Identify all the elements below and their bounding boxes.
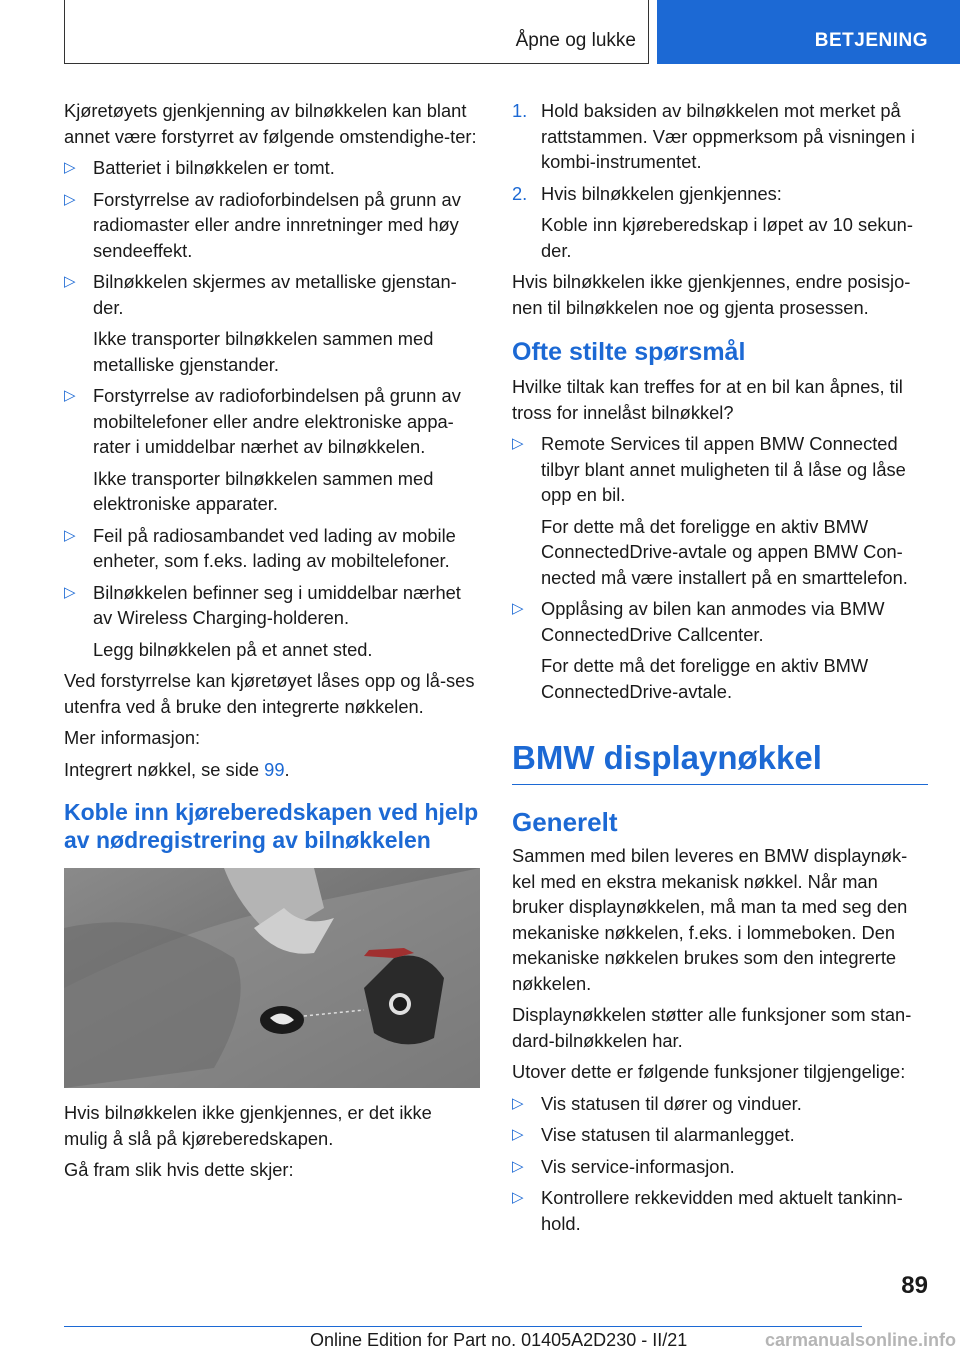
list-item-text: Feil på radiosambandet ved lading av mobile enheter, som f.eks. lading av mobiltelefoner.	[93, 524, 456, 571]
list-item-text: Vis statusen til dører og vinduer.	[541, 1092, 802, 1114]
right-column	[512, 98, 928, 1242]
list-item-note: For dette må det foreligge en aktiv BMW ConnectedDrive-avtale og appen BMW Con-nected må være installert på en smarttelefon.	[541, 515, 908, 588]
list-item-note: For dette må det foreligge en aktiv BMW ConnectedDrive-avtale.	[541, 655, 869, 702]
list-item	[512, 1122, 928, 1148]
lock-paragraph: Ved forstyrrelse kan kjøretøyet låses opp og lå-ses utenfra ved å bruke den integrerte nøkkelen.	[64, 670, 475, 717]
procedure-intro: Gå fram slik hvis dette skjer:	[64, 1159, 294, 1180]
cross-reference	[64, 757, 480, 783]
page-link[interactable]: 99	[264, 758, 285, 780]
step-number: 2.	[512, 182, 528, 204]
list-item	[512, 596, 928, 647]
subheading-general: Generelt	[512, 807, 618, 837]
list-item-text: Opplåsing av bilen kan anmodes via BMW ConnectedDrive Callcenter.	[541, 598, 885, 645]
list-item-text: Bilnøkkelen befinner seg i umiddelbar nærhet av Wireless Charging-holderen.	[93, 581, 461, 628]
left-column	[64, 98, 480, 1189]
page-number: 89	[901, 1272, 928, 1299]
general-paragraph-2: Displaynøkkelen støtter alle funksjoner som stan-dard-bilnøkkelen har.	[512, 1004, 912, 1051]
step-text: Hvis bilnøkkelen gjenkjennes:	[541, 182, 782, 204]
header-chapter-box	[64, 0, 649, 64]
not-recognized-paragraph: Hvis bilnøkkelen ikke gjenkjennes, er det ikke mulig å slå på kjøreberedskapen.	[64, 1102, 432, 1149]
list-item	[512, 1091, 928, 1117]
reference-end: .	[284, 758, 290, 780]
list-item-text: Vise statusen til alarmanlegget.	[541, 1124, 795, 1145]
list-item	[512, 431, 928, 508]
list-item-text: Kontrollere rekkevidden med aktuelt tankinn-hold.	[541, 1187, 903, 1234]
list-item-text: Remote Services til appen BMW Connected tilbyr blant annet muligheten til å låse og låse opp en bil.	[541, 433, 906, 505]
list-item	[64, 269, 480, 320]
list-item	[512, 1185, 928, 1236]
watermark: carmanualsonline.info	[764, 1330, 956, 1350]
list-item-note: Legg bilnøkkelen på et annet sted.	[93, 638, 373, 660]
retry-paragraph: Hvis bilnøkkelen ikke gjenkjennes, endre posisjo-nen til bilnøkkelen noe og gjenta prosessen.	[512, 271, 911, 318]
intro-paragraph: Kjøretøyets gjenkjenning av bilnøkkelen kan blant annet være forstyrret av følgende omstendighe-ter:	[64, 100, 477, 147]
list-item	[512, 1154, 928, 1180]
footer-divider	[64, 1326, 862, 1327]
list-item-text: Bilnøkkelen skjermes av metalliske gjenstan-der.	[93, 271, 457, 318]
faq-question: Hvilke tiltak kan treffes for at en bil kan åpnes, til tross for innelåst bilnøkkel?	[512, 376, 903, 423]
faq-heading: Ofte stilte spørsmål	[512, 338, 746, 366]
list-item-text: Batteriet i bilnøkkelen er tomt.	[93, 157, 335, 178]
step-number: 1.	[512, 100, 528, 121]
list-item	[64, 580, 480, 631]
general-paragraph-1: Sammen med bilen leveres en BMW displaynøk-kel med en ekstra mekanisk nøkkel. Når man bruker displaynøkkelen, må man ta med seg den mekaniske nøkkelen, f.eks. i lommeboken. Den mekaniske nøkkelen brukes som den integrerte nøkkelen.	[512, 845, 908, 994]
section-label: BETJENING	[814, 30, 928, 51]
list-item	[64, 383, 480, 460]
section-heading-emergency: Koble inn kjøreberedskapen ved hjelp av nødregistrering av bilnøkkelen	[64, 799, 479, 853]
list-item	[64, 523, 480, 574]
key-on-column-image	[64, 868, 480, 1088]
header-section-tab[interactable]	[657, 0, 960, 64]
reference-text: Integrert nøkkel, se side	[64, 758, 265, 780]
list-item-text: Vis service-informasjon.	[541, 1155, 735, 1177]
step-note: Koble inn kjøreberedskap i løpet av 10 sekun-der.	[541, 214, 913, 261]
steering-column-illustration	[64, 868, 480, 1088]
more-info-label: Mer informasjon:	[64, 727, 201, 748]
step-item	[512, 181, 928, 207]
step-item	[512, 98, 928, 175]
general-paragraph-3: Utover dette er følgende funksjoner tilgjengelige:	[512, 1061, 906, 1082]
list-item-note: Ikke transporter bilnøkkelen sammen med elektroniske apparater.	[93, 467, 434, 514]
list-item	[64, 155, 480, 181]
edition-footer: Online Edition for Part no. 01405A2D230 - II/21	[310, 1330, 688, 1350]
list-item-text: Forstyrrelse av radioforbindelsen på grunn av mobiltelefoner eller andre elektroniske appa-rater i umiddelbar nærhet av bilnøkkelen.	[93, 385, 461, 457]
chapter-title: Åpne og lukke	[515, 30, 636, 51]
chapter-heading-display-key: BMW displaynøkkel	[512, 738, 928, 785]
list-item-text: Forstyrrelse av radioforbindelsen på grunn av radiomaster eller andre innretninger med høy sendeeffekt.	[93, 188, 461, 261]
list-item	[64, 187, 480, 264]
list-item-note: Ikke transporter bilnøkkelen sammen med metalliske gjenstander.	[93, 328, 434, 375]
step-text: Hold baksiden av bilnøkkelen mot merket på rattstammen. Vær oppmerksom på visningen i kombi-instrumentet.	[541, 100, 915, 172]
